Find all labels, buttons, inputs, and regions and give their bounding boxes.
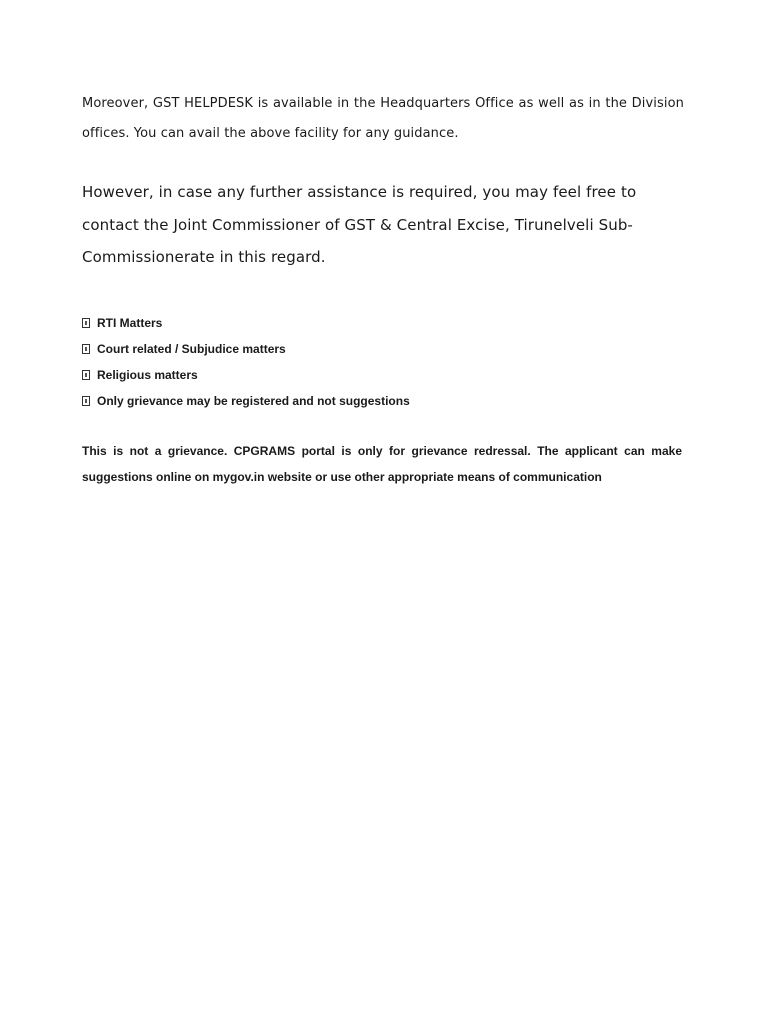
list-item-label: Court related / Subjudice matters bbox=[97, 342, 286, 356]
checkbox-glyph-icon bbox=[82, 318, 90, 328]
list-item bbox=[82, 388, 410, 414]
note-not-a-grievance: This is not a grievance. CPGRAMS portal is only for grievance redressal. The applicant can make suggestions online on mygov.in website or use other appropriate means of communication bbox=[82, 444, 682, 484]
list-item bbox=[82, 336, 410, 362]
list-item-label: Only grievance may be registered and not suggestions bbox=[97, 394, 410, 408]
list-item bbox=[82, 362, 410, 388]
list-item-label: RTI Matters bbox=[97, 316, 163, 330]
checkbox-glyph-icon bbox=[82, 344, 90, 354]
paragraph-further-assistance: However, in case any further assistance is required, you may feel free to contact the Joint Commissioner of GST & Central Excise, Tirunelveli Sub-Commissionerate in this regard. bbox=[82, 183, 637, 266]
checkbox-glyph-icon bbox=[82, 370, 90, 380]
checkbox-glyph-icon bbox=[82, 396, 90, 406]
list-item-label: Religious matters bbox=[97, 368, 198, 382]
bullet-list bbox=[82, 310, 410, 414]
paragraph-helpdesk: Moreover, GST HELPDESK is available in the Headquarters Office as well as in the Division offices. You can avail the above facility for any guidance. bbox=[82, 96, 684, 141]
list-item bbox=[82, 310, 410, 336]
